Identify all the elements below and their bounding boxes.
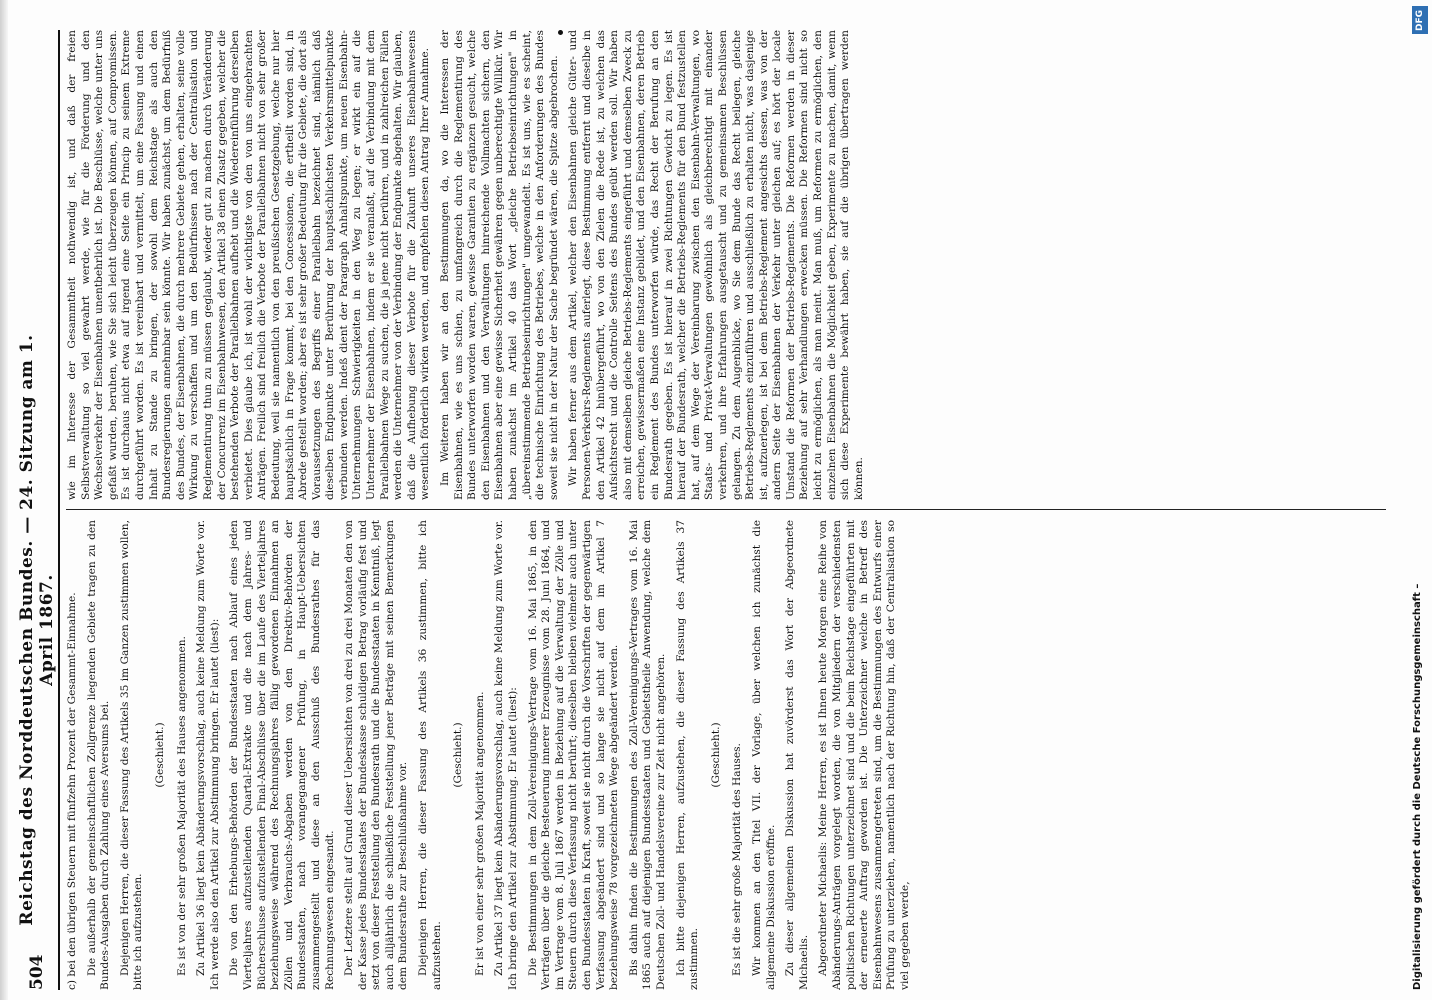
right-column-paragraph: Wir haben ferner aus dem Artikel, welcher den Eisenbahnen gleiche Güter- und Personen-Verkehrs-Reglements auferlegt, diese Bestimmung entfernt und dieselbe in den Artikel 42 hinübergeführt, wo von den Zielen die Rede ist, zu welchen das Aufsichtsrecht und die Controlle Seitens des Bundes geübt werden soll. Wir haben also mit demselben gleiche Betriebs-Reglements eingeführt und demselben Zweck zu erreichen, gewissermaßen eine Instanz gebildet, und den Eisenbahnen, deren Betrieb ein Reglement des Bundes unterworfen würde, das Recht der Berufung an den Bundesrath gegeben. Es ist hierauf in zwei Richtungen Gewicht zu legen. Es ist hierauf der Bundesrath, welcher die Betriebs-Reglements für den Bund festzustellen hat, auf dem Wege der Vereinbarung zwischen den Eisenbahn-Verwaltungen, wo Staats- und Privat-Verwaltungen gewöhnlich als gleichberechtigt mit einander verkehren, und ihre Erfahrungen ausgetauscht und zu gemeinsamen Beschlüssen gelangen. Zu dem Augenblicke, wo Sie dem Bunde das Recht beilegen, gleiche Betriebs-Reglements einzuführen und ausschließlich zu erhalten nicht, was dasjenige ist, aufzuerlegen, ist bei dem Betriebs-Reglement angesichts dessen, was von der andern Seite der Eisenbahnen der Verkehr unter gleichen auf; es hört der locale Umstand die Reformen der Betriebs-Reglements. Die Reformen werden in dieser Beziehung auf sehr Verhandlungen erwecken müssen. Die Reformen sind nicht so leicht zu ermöglichen, als man meint. Man muß, um Reformen zu ermöglichen, den einzelnen Eisenbahnen die Möglichkeit geben, Experimente zu machen, damit, wenn sich diese Experimente bewährt haben, sie auf die übrigen übertragen werden können. bbox=[567, 30, 865, 500]
scan-edge bbox=[0, 0, 8, 1000]
left-column-paragraph: Zu Artikel 37 liegt kein Abänderungsvorschlag, auch keine Meldung zum Worte vor. Ich bringe den Artikel zur Abstimmung. Er lautet (liest): bbox=[493, 520, 520, 990]
header-rule bbox=[58, 30, 60, 990]
left-column-paragraph: Der Letztere stellt auf Grund dieser Uebersichten von drei zu drei Monaten den von der Kasse jedes Bundesstaates der Bundeskasse schuldigen Betrag vorläufig fest und setzt von dieser Feststellung den Bundesrath und die Bundesstaaten in Kenntniß, legt auch alljährlich die schließliche Feststellung jener Beträge mit seinen Bemerkungen dem Bundesrathe zur Beschlußnahme vor. bbox=[343, 520, 410, 990]
digitization-credit bbox=[1408, 10, 1428, 990]
left-column bbox=[66, 520, 1386, 990]
right-column bbox=[66, 30, 1386, 500]
left-column-paragraph: Diejenigen Herren, die dieser Fassung des Artikels 35 im Ganzen zustimmen wollen, bitte ich aufzustehen. bbox=[118, 520, 145, 990]
credit-text: Digitalisierung gefördert durch die Deutsche Forschungsgemeinschaft – bbox=[1412, 583, 1423, 990]
text-columns bbox=[66, 30, 1386, 990]
rotated-page-content bbox=[17, 30, 1390, 990]
left-column-paragraph: (Geschieht.) bbox=[452, 722, 465, 788]
running-title-text: Reichstag des Norddeutschen Bundes. bbox=[17, 540, 37, 926]
running-title bbox=[17, 330, 57, 930]
left-column-paragraph: Er ist von einer sehr großen Majorität angenommen. bbox=[473, 691, 486, 976]
column-divider bbox=[66, 509, 1386, 510]
right-column-paragraph: wie im Interesse der Gesammtheit nothwendig ist, und daß der freien Selbstverwaltung so viel gewahrt werde, wie für die Förderung und den Wechselverkehr der Eisenbahnen unentbehrlich ist. Die Beschlüsse, welche unter uns gefaßt wurden, beruhen, wie Sie sich leicht überzeugen können, auf Compromissen. Es ist durchaus nicht etwa auf irgend eine Seite ein Princip zu seinem Extreme durchgeführt worden. Es ist vereinbart und vermittelt, um eine Fassung und einen Inhalt zu Stande zu bringen, der sowohl dem Reichstage als auch den Bundesregierungen annehmbar sein könnte. Wir haben zunächst, um dem Bedürfniß des Bundes, der Eisenbahnen, die durch mehrere Gebiete gehen, erhalten, seine volle Wirkung zu verschaffen und um den Bedürfnissen nach der Centralisation und Reglementirung thun zu müssen geglaubt, wieder gut zu machen durch Veränderung der Concurrenz im Eisenbahnwesen, den Artikel 38 einen Zusatz gegeben, welcher die bestehenden Verbote der Parallelbahnen aufhebt und die Wiedereinführung derselben verbietet. Dies glaube ich, ist wohl der wichtigste von den von uns eingebrachten Anträgen. Freilich sind freilich die Verbote der Parallelbahnen nicht von sehr großer Bedeutung, weil sie namentlich von den preußischen Gesetzgebung, welche nur hier hauptsächlich in Frage kommt, bei den Concessionen, die ertheilt worden sind, in Abrede gestellt worden; aber es ist sehr großer Bedeutung für die Gebiete, die dort als Voraussetzungen des Begriffs einer Parallelbahn bezeichnet sind, nämlich daß dieselben Endpunkte unter Berührung der hauptsächlichsten Verkehrsmittelpunkte verbunden werden. Indeß dient der Paragraph Anhaltspunkte, um neuen Eisenbahn-Unternehmungen Schwierigkeiten in den Weg zu legen; er wirkt ein auf die Unternehmer der Eisenbahnen, indem er sie veranlaßt, auf die Verbindung mit dem Parallelbahnen Wege zu suchen, die ja jene nicht berühren, und in zahlreichen Fällen werden die Unternehmer von der Verbindung der Endpunkte abgehalten. Wir glauben, daß die Aufhebung dieser Verbote für die Zukunft unseres Eisenbahnwesens wesentlich förderlich wirken werden, und empfehlen diesen Antrag Ihrer Annahme. bbox=[66, 30, 432, 500]
running-title-separator: — bbox=[17, 516, 37, 534]
left-column-paragraph: Zu dieser allgemeinen Diskussion hat zuvörderst das Wort der Abgeordnete Michaelis. bbox=[784, 520, 810, 990]
left-column-paragraph: Diejenigen Herren, die dieser Fassung des Artikels 36 zustimmen, bitte ich aufzustehen. bbox=[417, 520, 443, 990]
left-column-paragraph: (Geschieht.) bbox=[709, 722, 722, 788]
session-title: 24. Sitzung am 1. April 1867. bbox=[17, 334, 57, 686]
page-header bbox=[17, 30, 57, 990]
left-column-paragraph: c) bei den übrigen Steuern mit fünfzehn Prozent der Gesammt-Einnahme. bbox=[66, 592, 78, 990]
left-column-paragraph: Zu Artikel 36 liegt kein Abänderungsvorschlag, auch keine Meldung zum Worte vor. Ich werde also den Artikel zur Abstimmung bringen. Er lautet (liest): bbox=[195, 520, 221, 990]
left-column-paragraph: Es ist die sehr große Majorität des Hauses. bbox=[731, 743, 744, 976]
left-column-paragraph: Es ist von der sehr großen Majorität des Hauses angenommen. bbox=[175, 636, 188, 976]
left-column-paragraph: (Geschieht.) bbox=[153, 722, 166, 788]
left-column-paragraph: Abgeordneter Michaelis: Meine Herren, es ist Ihnen heute Morgen eine Reihe von Abänderungs-Anträgen vorgelegt worden, die von Mitgliedern der verschiedensten politischen Richtungen unterzeichnet sind und die beim Reichstage eingeführten mit der erneuerte Auftrag geworden ist. Die Unterzeichner welche in Betreff des Eisenbahnwesens zusammengetreten sind, um die Bestimmungen des Entwurfs einer Prüfung zu unterziehen, namentlich nach der Richtung hin, daß der Centralisation so viel gegeben werde, bbox=[817, 520, 911, 990]
dfg-logo: DFG bbox=[1412, 6, 1428, 34]
page-number: 504 bbox=[27, 954, 47, 990]
left-column-paragraph: Die Bestimmungen in dem Zoll-Vereinigungs-Vertrage vom 16. Mai 1865, in den Verträgen über die gleiche Besteuerung innerer Erzeugnisse vom 28. Juni 1864, und im Vertrage vom 8. Juli 1867 werden in Beziehung auf die Verwaltung der Zölle und Steuern durch diese Verfassung nicht berührt; dieselben bleiben vielmehr auch unter den Bundesstaaten in Kraft, soweit sie nicht durch die Vorschriften der gegenwärtigen Verfassung abgeändert sind und so lange sie nicht auf dem im Artikel 7 beziehungsweise 78 vorgezeichneten Wege abgeändert werden. bbox=[526, 520, 621, 990]
ink-speck bbox=[558, 30, 563, 35]
left-column-paragraph: Die außerhalb der gemeinschaftlichen Zollgrenze liegenden Gebiete tragen zu den Bundes-Ausgaben durch Zahlung eines Aversums bei. bbox=[85, 520, 112, 990]
left-column-paragraph: Ich bitte diejenigen Herren, aufzustehen, die dieser Fassung des Artikels 37 zustimmen. bbox=[674, 520, 701, 990]
right-column-paragraph: Im Weiteren haben wir an den Bestimmungen da, wo die Interessen der Eisenbahnen, wie es uns schien, zu umfangreich durch die Reglementirung des Bundes unterworfen worden waren, gewisse Garantien zu ergänzen gesucht, welche den Eisenbahnen und den Verwaltungen hinreichende Vollmachten sichern, den Eisenbahnen aber eine gewisse Sicherheit gewähren gegen unberechtigte Willkür. Wir haben zunächst im Artikel 40 das Wort „gleiche Betriebseinrichtungen" in „übereinstimmende Betriebseinrichtungen" umgewandelt. Es ist uns, wie es scheint, die technische Einrichtung des Betriebes, welche in den Anforderungen des Bundes soweit sie nicht in der Natur der Sache begründet wären, die Spitze abgebrochen. bbox=[439, 30, 560, 500]
left-column-paragraph: Die von den Erhebungs-Behörden der Bundesstaaten nach Ablauf eines jeden Vierteljahres aufzustellenden Quartal-Extrakte und die nach dem Jahres- und Bücherschlusse aufzustellenden Final-Abschlüsse über die im Laufe des Vierteljahres beziehungsweise während des Rechnungsjahres fällig gewordenen Einnahmen an Zöllen und Verbrauchs-Abgaben werden von den Direktiv-Behörden der Bundesstaaten, nach vorangegangener Prüfung, in Haupt-Uebersichten zusammengestellt und diese an den Ausschuß des Bundesrathes für das Rechnungswesen eingesandt. bbox=[228, 520, 336, 990]
left-column-paragraph: Bis dahin finden die Bestimmungen des Zoll-Vereinigungs-Vertrages vom 16. Mai 1865 auch auf diejenigen Bundesstaaten und Gebietstheile Anwendung, welche dem Deutschen Zoll- und Handelsvereine zur Zeit nicht angehören. bbox=[627, 520, 667, 990]
left-column-paragraph: Wir kommen an den Titel VII. der Vorlage, über welchen ich zunächst die allgemeine Diskussion eröffne. bbox=[750, 520, 777, 990]
